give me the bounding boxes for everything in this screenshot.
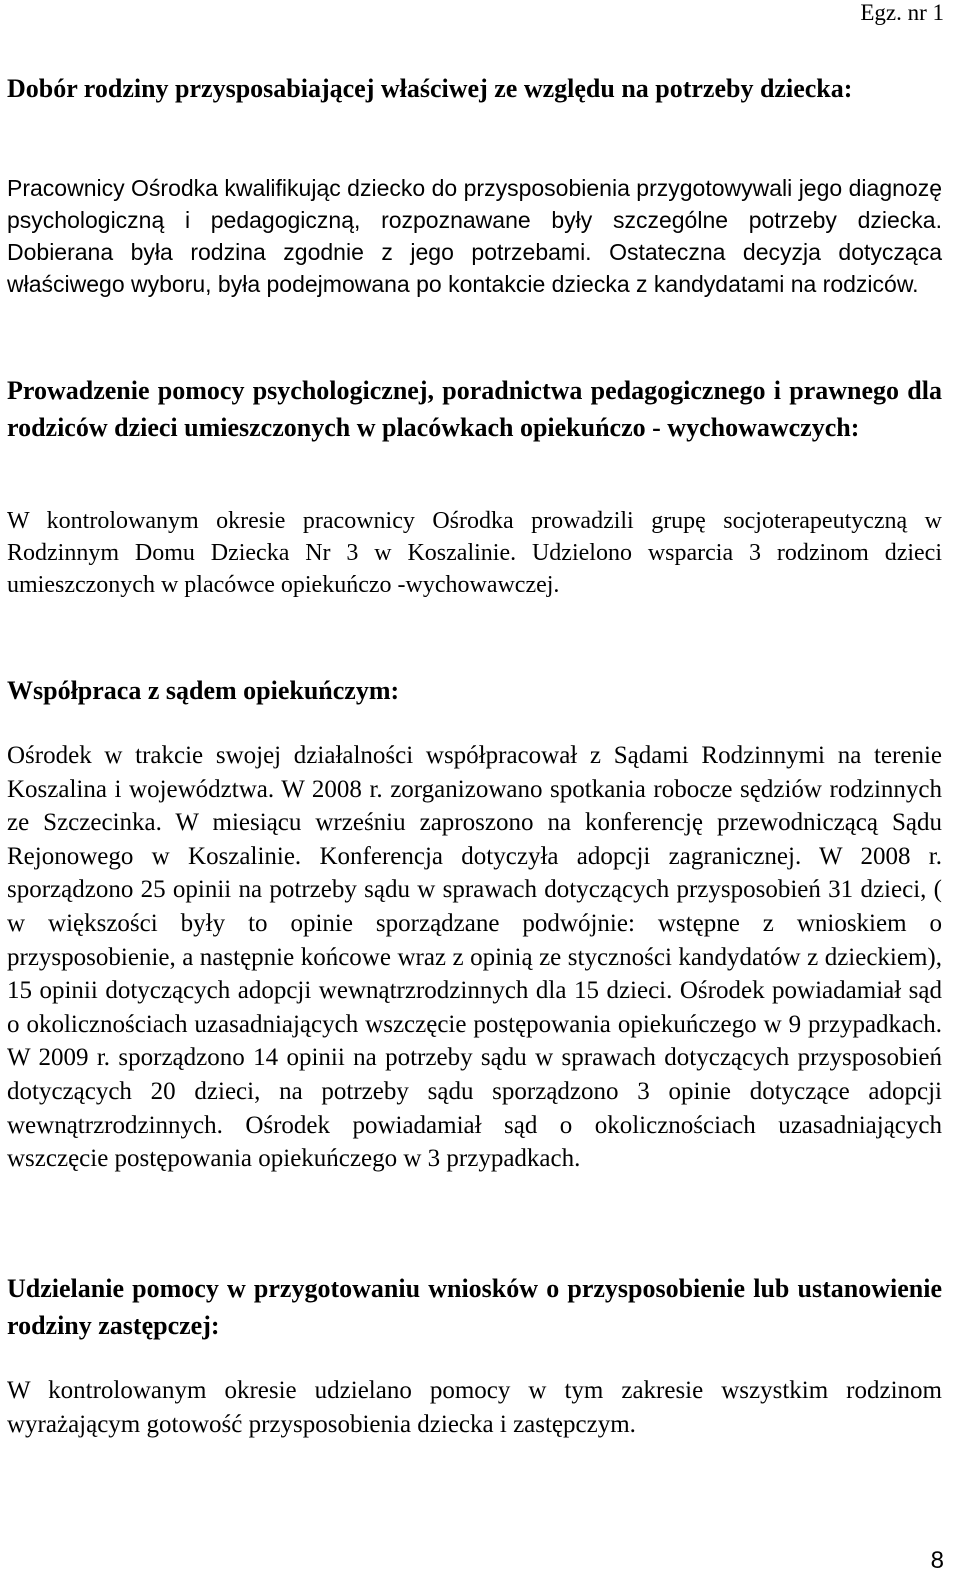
section-heading: Współpraca z sądem opiekuńczym: [7,676,400,705]
section-heading: Udzielanie pomocy w przygotowaniu wniosków o przysposobienie lub ustanowienie rodziny zastępczej: [7,1274,942,1340]
section-family-selection [7,70,942,107]
section-psychological-support [7,372,942,446]
page-number: 8 [930,1547,944,1574]
section-psychological-support-body [7,505,942,601]
section-heading: Dobór rodziny przysposabiającej właściwej ze względu na potrzeby dziecka: [7,74,853,103]
copy-number-label: Egz. nr 1 [860,0,944,25]
section-paragraph: W kontrolowanym okresie pracownicy Ośrodka prowadzili grupę socjoterapeutyczną w Rodzinnym Domu Dziecka Nr 3 w Koszalinie. Udzielono wsparcia 3 rodzinom dzieci umieszczonych w placówce opiekuńczo -wychowawczej. [7,508,942,598]
section-paragraph: Ośrodek w trakcie swojej działalności współpracował z Sądami Rodzinnymi na terenie Koszalina i województwa. W 2008 r. zorganizowano spotkania robocze sędziów rodzinnych ze Szczecinka. W miesiącu wrześniu zaproszono na konferencję przewodniczącą Sądu Rejonowego w Koszalinie. Konferencja dotyczyła adopcji zagranicznej. W 2008 r. sporządzono 25 opinii na potrzeby sądu w sprawach dotyczących przysposobień 31 dzieci, ( w większości były to opinie sporządzane podwójnie: wstępne z wnioskiem o przysposobienie, a następnie końcowe wraz z opinią ze styczności kandydatów z dzieckiem), 15 opinii dotyczących adopcji wewnątrzrodzinnych dla 15 dzieci. Ośrodek powiadamiał sąd o okolicznościach uzasadniających wszczęcie postępowania opiekuńczego w 9 przypadkach. W 2009 r. sporządzono 14 opinii na potrzeby sądu w sprawach dotyczących przysposobień dotyczących 20 dzieci, na potrzeby sądu sporządzono 3 opinie dotyczące adopcji wewnątrzrodzinnych. Ośrodek powiadamiał sąd o okolicznościach uzasadniających wszczęcie postępowania opiekuńczego w 3 przypadkach. [7,742,942,1173]
section-heading: Prowadzenie pomocy psychologicznej, poradnictwa pedagogicznego i prawnego dla rodziców dzieci umieszczonych w placówkach opiekuńczo - wychowawczych: [7,376,942,442]
section-court-cooperation-body [7,739,942,1176]
section-adoption-applications [7,1270,942,1344]
section-adoption-applications-body [7,1374,942,1441]
section-paragraph: W kontrolowanym okresie udzielano pomocy w tym zakresie wszystkim rodzinom wyrażającym gotowość przysposobienia dziecka i zastępczym. [7,1377,942,1438]
section-paragraph: Pracownicy Ośrodka kwalifikując dziecko do przysposobienia przygotowywali jego diagnozę psychologiczną i pedagogiczną, rozpoznawane były szczególne potrzeby dziecka. Dobierana była rodzina zgodnie z jego potrzebami. Ostateczna decyzja dotycząca właściwego wyboru, była podejmowana po kontakcie dziecka z kandydatami na rodziców. [7,175,942,297]
section-court-cooperation [7,672,942,709]
section-family-selection-body [7,172,942,300]
